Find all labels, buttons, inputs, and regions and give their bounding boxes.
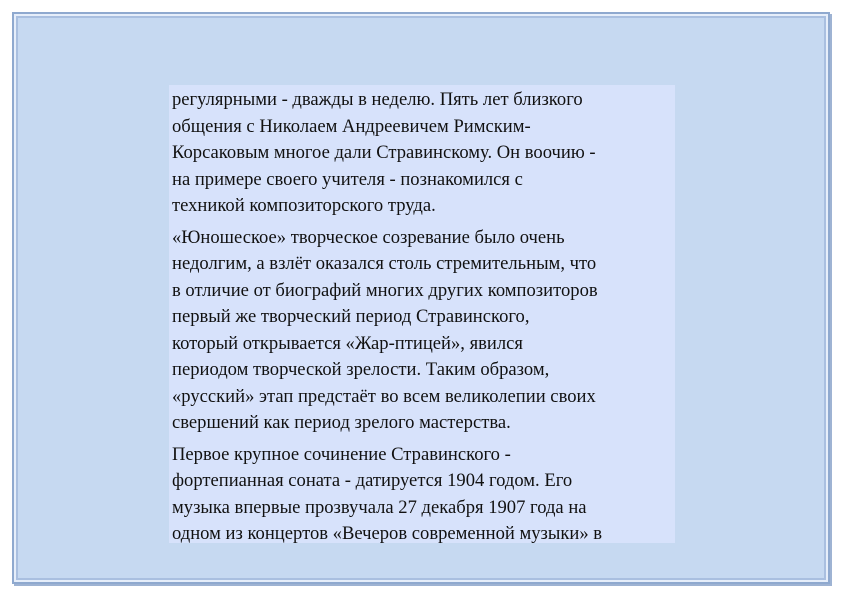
paragraph-1: регулярными - дважды в неделю. Пять лет близкого общения с Николаем Андреевичем Римским- Корсаковым многое дали Стравинскому. Он воочию - на примере своего учителя - познакомился с техникой композиторского труда. bbox=[172, 89, 596, 216]
paragraph-3: Первое крупное сочинение Стравинского - фортепианная соната - датируется 1904 годом. Его музыка впервые прозвучала 27 декабря 1907 года на одном из концертов «Вечеров современной музыки» в bbox=[172, 443, 603, 544]
text-box bbox=[169, 85, 675, 543]
paragraph-2: «Юношеское» творческое созревание было очень недолгим, а взлёт оказался столь стремительным, что в отличие от биографий многих других композиторов первый же творческий период Стравинского, который открывается «Жар-птицей», явился периодом творческой зрелости. Таким образом, «русский» этап предстаёт во всем великолепии своих свершений как период зрелого мастерства. bbox=[172, 226, 598, 433]
